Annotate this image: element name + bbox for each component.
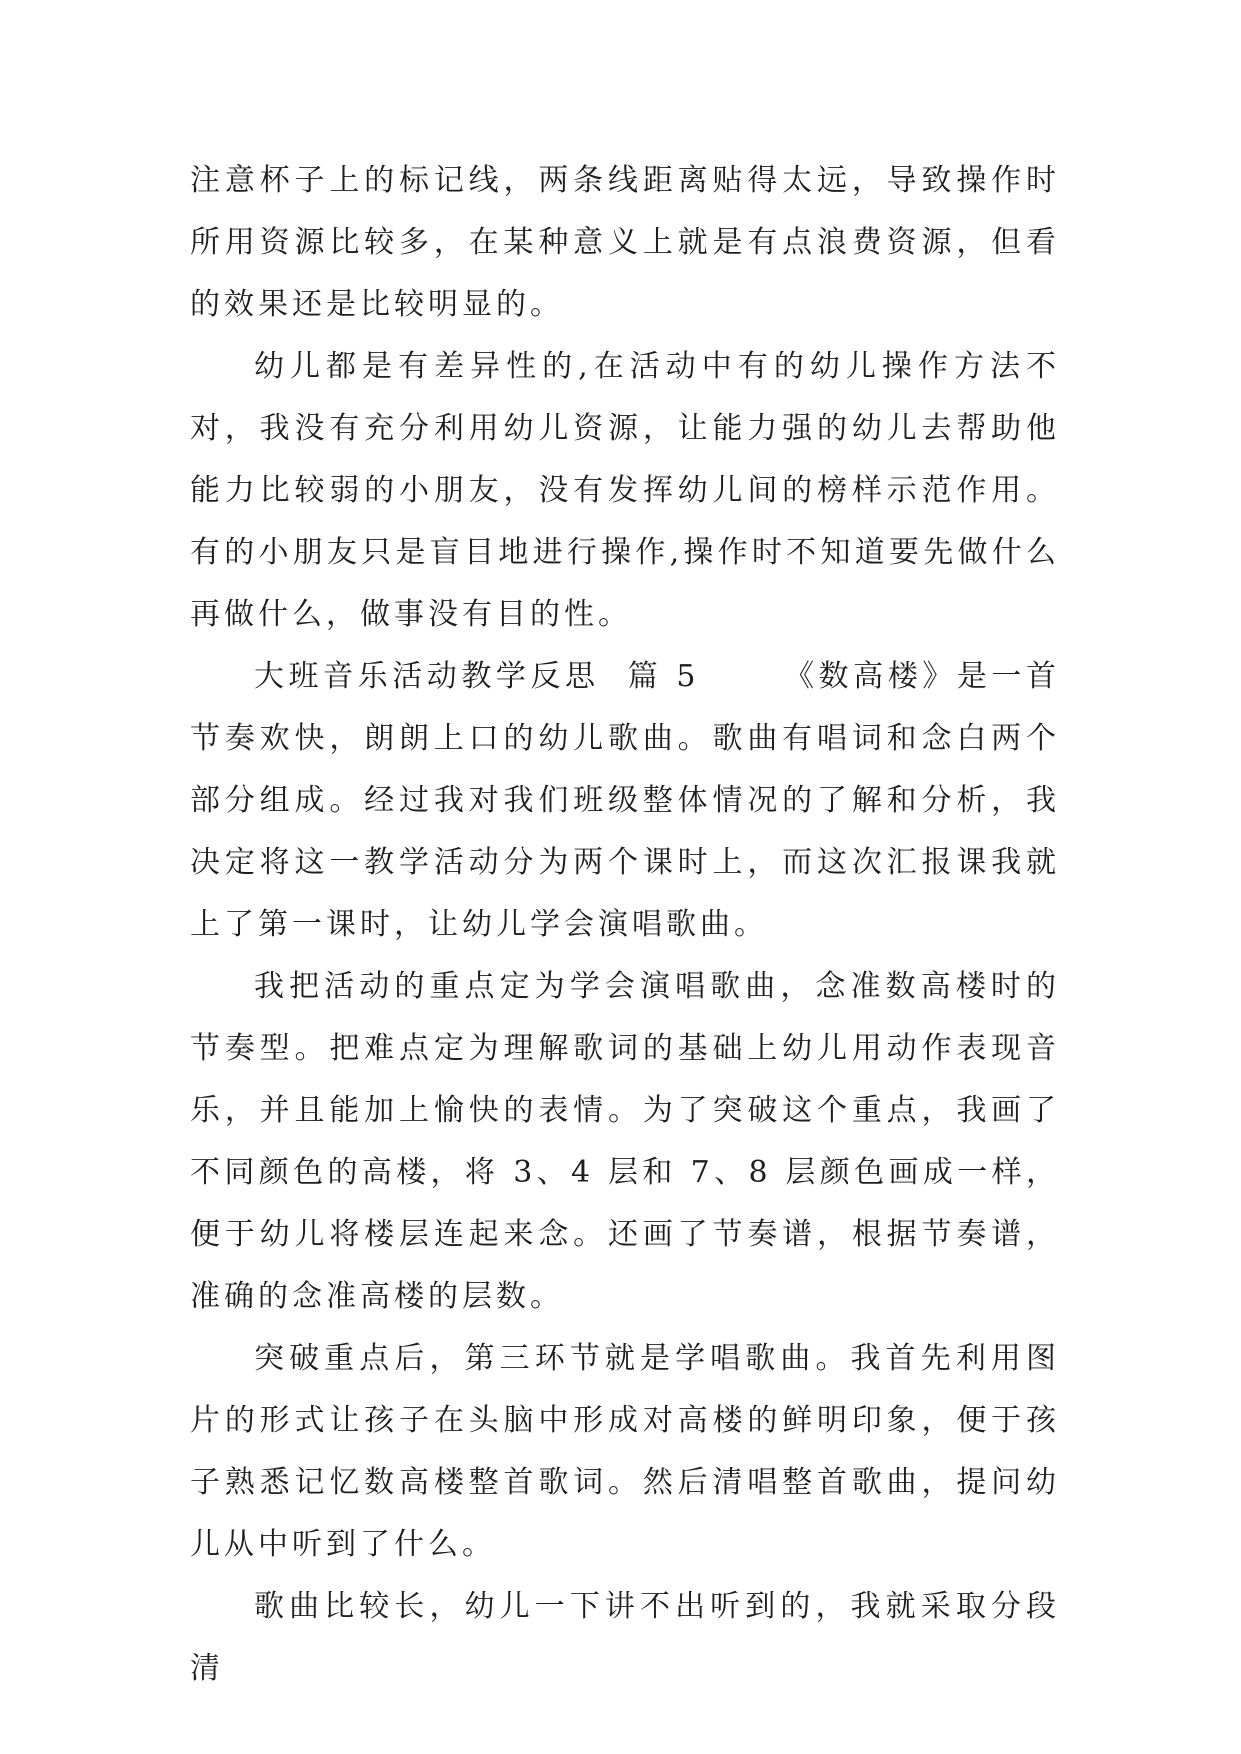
paragraph-6: 歌曲比较长，幼儿一下讲不出听到的，我就采取分段清 bbox=[190, 1589, 1060, 1686]
document-body bbox=[190, 150, 1060, 1700]
paragraph-5: 突破重点后，第三环节就是学唱歌曲。我首先利用图片的形式让孩子在头脑中形成对高楼的鲜明印象，便于孩子熟悉记忆数高楼整首歌词。然后清唱整首歌曲，提问幼儿从中听到了什么。 bbox=[190, 1341, 1060, 1562]
paragraph-4: 我把活动的重点定为学会演唱歌曲，念准数高楼时的节奏型。把难点定为理解歌词的基础上幼儿用动作表现音乐，并且能加上愉快的表情。为了突破这个重点，我画了不同颜色的高楼，将 3、4 层和 7、8 层颜色画成一样，便于幼儿将楼层连起来念。还画了节奏谱，根据节奏谱，准确的念准高楼的层数。 bbox=[190, 969, 1060, 1314]
paragraph-2: 幼儿都是有差异性的,在活动中有的幼儿操作方法不对，我没有充分利用幼儿资源，让能力强的幼儿去帮助他能力比较弱的小朋友，没有发挥幼儿间的榜样示范作用。有的小朋友只是盲目地进行操作,操作时不知道要先做什么再做什么，做事没有目的性。 bbox=[190, 349, 1060, 632]
paragraph-3: 大班音乐活动教学反思 篇 5 《数高楼》是一首节奏欢快，朗朗上口的幼儿歌曲。歌曲有唱词和念白两个部分组成。经过我对我们班级整体情况的了解和分析，我决定将这一教学活动分为两个课时上，而这次汇报课我就上了第一课时，让幼儿学会演唱歌曲。 bbox=[190, 659, 1060, 942]
paragraph-1: 注意杯子上的标记线，两条线距离贴得太远，导致操作时所用资源比较多，在某种意义上就是有点浪费资源，但看的效果还是比较明显的。 bbox=[190, 163, 1060, 322]
